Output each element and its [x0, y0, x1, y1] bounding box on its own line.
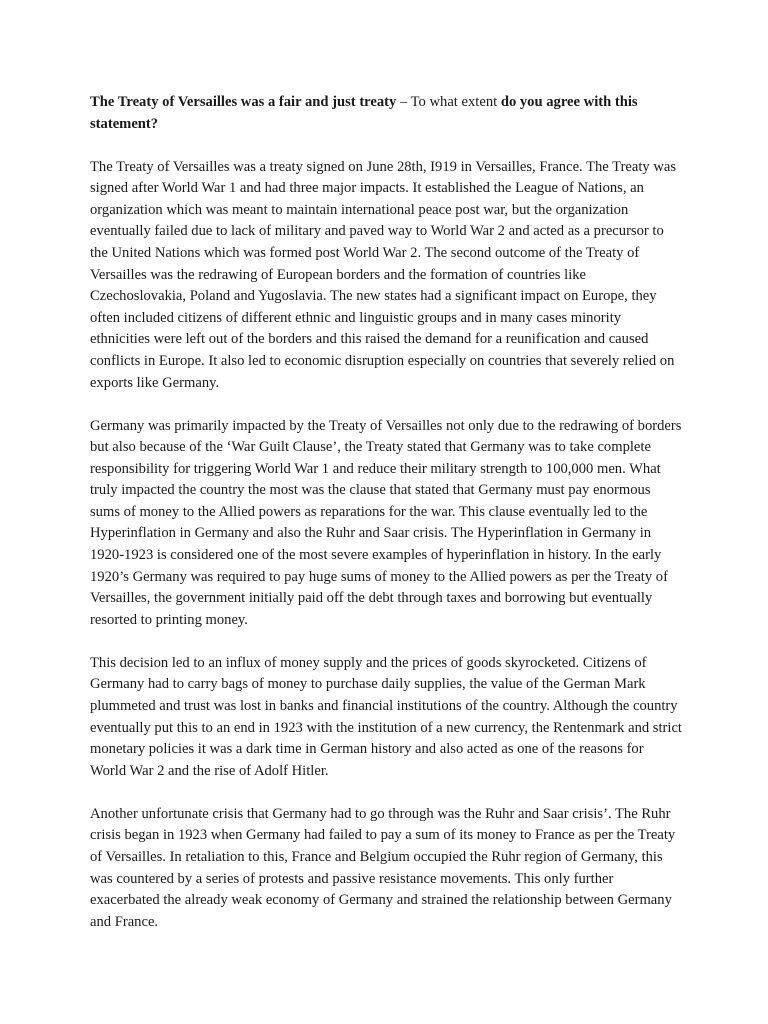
paragraph-1: The Treaty of Versailles was a treaty signed on June 28th, I919 in Versailles, France. The Treaty was signed after World War 1 and had three major impacts. It established the League of Nations, an organization which was meant to maintain international peace post war, but the organization eventually failed due to lack of military and paved way to World War 2 and acted as a precursor to the United Nations which was formed post World War 2. The second outcome of the Treaty of Versailles was the redrawing of European borders and the formation of countries like Czechoslovakia, Poland and Yugoslavia. The new states had a significant impact on Europe, they often included citizens of different ethnic and linguistic groups and in many cases minority ethnicities were left out of the borders and this raised the demand for a reunification and caused conflicts in Europe. It also led to economic disruption especially on countries that severely relied on exports like Germany. — [90, 158, 677, 391]
paragraph-4: Another unfortunate crisis that Germany had to go through was the Ruhr and Saar crisis’. The Ruhr crisis began in 1923 when Germany had failed to pay a sum of its money to France as per the Treaty of Versailles. In retaliation to this, France and Belgium occupied the Ruhr region of Germany, this was countered by a series of protests and passive resistance movements. This only further exacerbated the already weak economy of Germany and strained the relationship between Germany and France. — [90, 805, 676, 930]
document-body — [90, 92, 682, 955]
question-normal-middle: – To what extent — [396, 94, 501, 110]
question-bold-end: do you agree with this statement? — [90, 94, 638, 132]
question-bold-start: The Treaty of Versailles was a fair and just treaty — [90, 94, 397, 110]
paragraph-3: This decision led to an influx of money supply and the prices of goods skyrocketed. Citizens of Germany had to carry bags of money to purchase daily supplies, the value of the German Mark plummeted and trust was lost in banks and financial institutions of the country. Although the country eventually put this to an end in 1923 with the institution of a new currency, the Rentenmark and strict monetary policies it was a dark time in German history and also acted as one of the reasons for World War 2 and the rise of Adolf Hitler. — [90, 654, 682, 779]
paragraph-2: Germany was primarily impacted by the Treaty of Versailles not only due to the redrawing of borders but also because of the ‘War Guilt Clause’, the Treaty stated that Germany was to take complete responsibility for triggering World War 1 and reduce their military strength to 100,000 men. What truly impacted the country the most was the clause that stated that Germany must pay enormous sums of money to the Allied powers as reparations for the war. This clause eventually led to the Hyperinflation in Germany and also the Ruhr and Saar crisis. The Hyperinflation in Germany in 1920-1923 is considered one of the most severe examples of hyperinflation in history. In the early 1920’s Germany was required to pay huge sums of money to the Allied powers as per the Treaty of Versailles, the government initially paid off the debt through taxes and borrowing but eventually resorted to printing money. — [90, 417, 682, 628]
essay-question — [90, 92, 682, 135]
